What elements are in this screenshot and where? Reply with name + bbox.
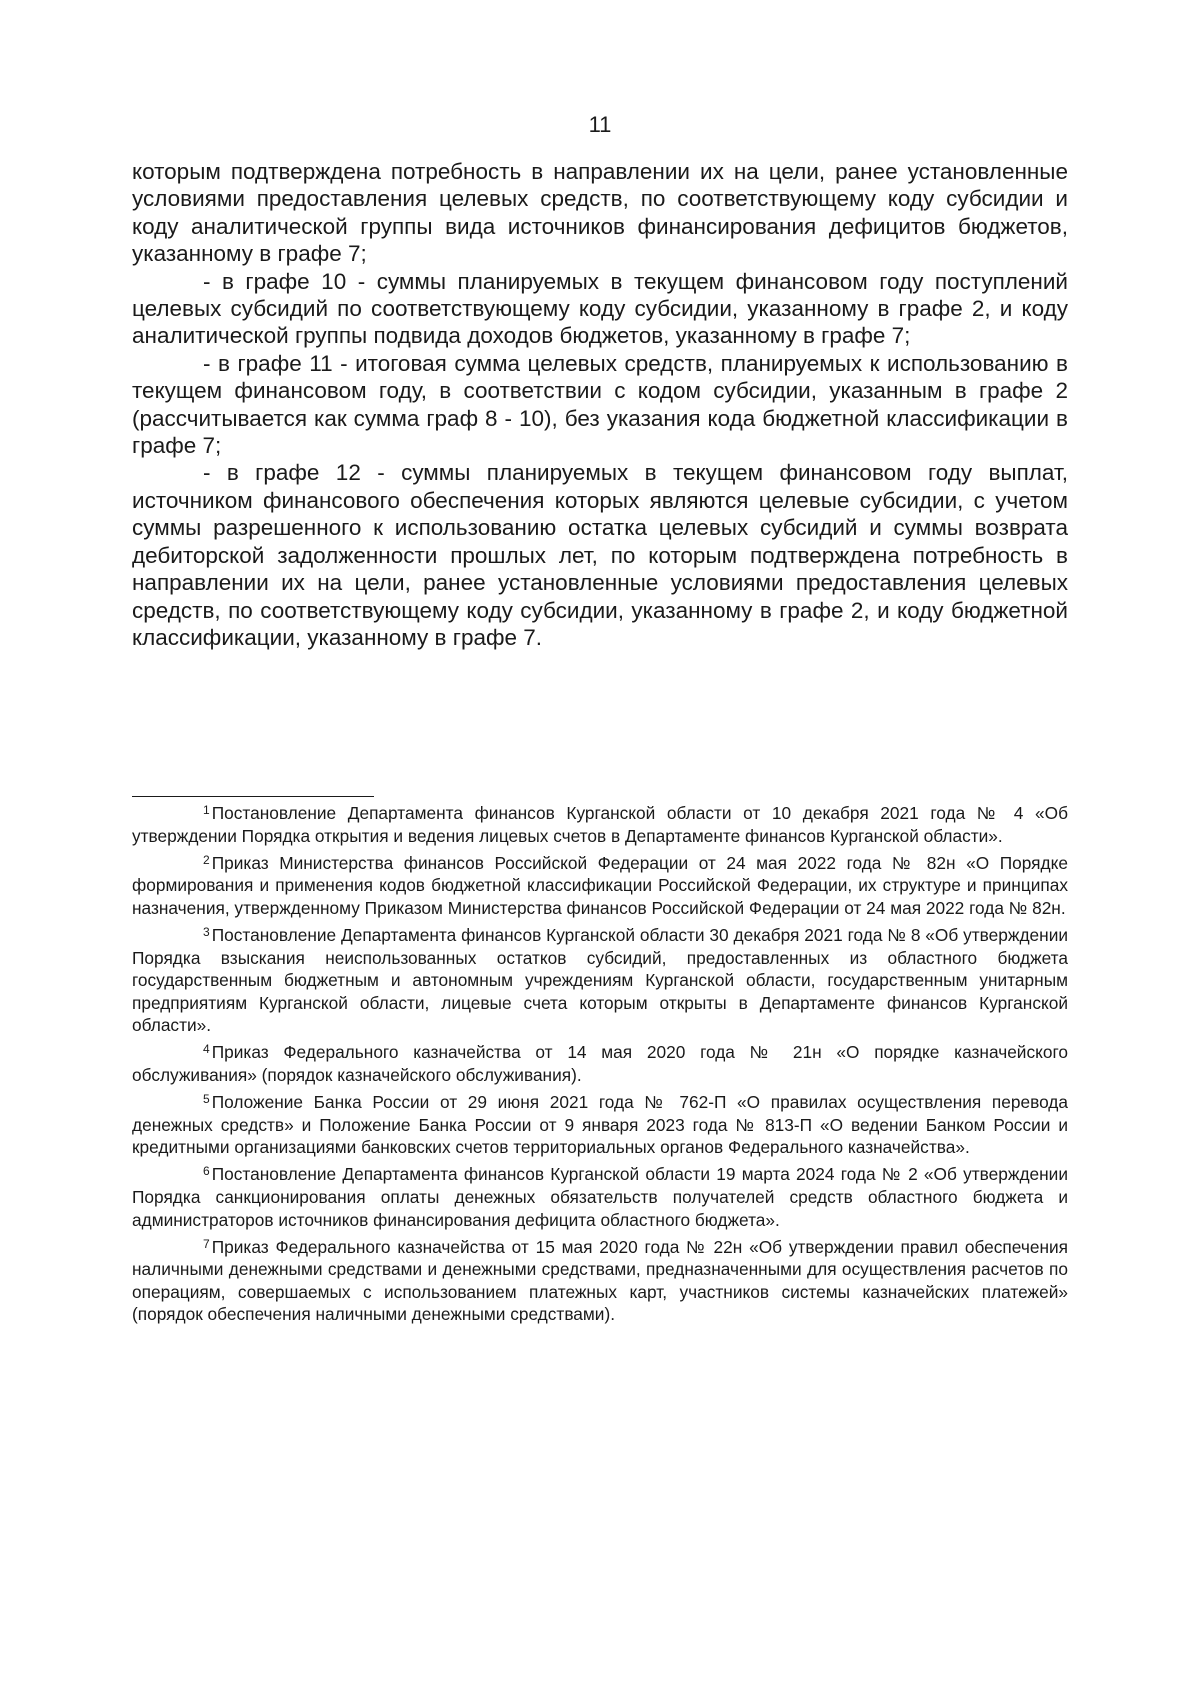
footnote-2 [132, 852, 1068, 920]
main-text [132, 158, 1068, 651]
footnote-mark: 1 [203, 803, 210, 817]
paragraph-column-10: - в графе 10 - суммы планируемых в текущем финансовом году поступлений целевых субсидий по соответствующему коду субсидии, указанному в графе 2, и коду аналитической группы подвида доходов бюджетов, указанному в графе 7; [132, 268, 1068, 349]
paragraph-column-12: - в графе 12 - суммы планируемых в текущем финансовом году выплат, источником финансового обеспечения которых являются целевые субсидии, с учетом суммы разрешенного к использованию остатка целевых субсидий и суммы возврата дебиторской задолженности прошлых лет, по которым подтверждена потребность в направлении их на цели, ранее установленные условиями предоставления целевых средств, по соответствующему коду субсидии, указанному в графе 2, и коду бюджетной классификации, указанному в графе 7. [132, 460, 1068, 650]
paragraph-continuation: которым подтверждена потребность в направлении их на цели, ранее установленные условиями предоставления целевых средств, по соответствующему коду субсидии и коду аналитической группы вида источников финансирования дефицитов бюджетов, указанному в графе 7; [132, 159, 1068, 267]
footnote-mark: 5 [203, 1092, 210, 1107]
footnote-text: Постановление Департамента финансов Курганской области 30 декабря 2021 года № 8 «Об утверждении Порядка взыскания неиспользованных остатков субсидий, предоставленных из областного бюджета государственным бюджетным и автономным учреждениям Курганской области, государственным унитарным предприятиям Курганской области, лицевые счета которым открыты в Департаменте финансов Курганской области». [132, 924, 1068, 1036]
footnote-text: Приказ Министерства финансов Российской Федерации от 24 мая 2022 года № 82н «О Порядке формирования и применения кодов бюджетной классификации Российской Федерации, их структуре и принципах назначения, утвержденному Приказом Министерства финансов Российской Федерации от 24 мая 2022 года № 82н. [132, 852, 1068, 918]
footnote-4 [132, 1041, 1068, 1086]
footnote-text: Приказ Федерального казначейства от 14 мая 2020 года № 21н «О порядке казначейского обслуживания» (порядок казначейского обслуживания). [132, 1042, 1068, 1086]
footnote-7 [132, 1236, 1068, 1326]
footnote-mark: 3 [203, 924, 210, 939]
footnote-text: Положение Банка России от 29 июня 2021 года № 762-П «О правилах осуществления перевода денежных средств» и Положение Банка России от 9 января 2023 года № 813-П «О ведении Банком России и кредитными организациями банковских счетов территориальных органов Федерального казначейства». [132, 1092, 1068, 1158]
footnote-text: Постановление Департамента финансов Курганской области 19 марта 2024 года № 2 «Об утверждении Порядка санкционирования оплаты денежных обязательств получателей средств областного бюджета и администраторов источников финансирования дефицита областного бюджета». [132, 1164, 1068, 1230]
page-number: 11 [588, 112, 612, 137]
footnote-text: Постановление Департамента финансов Курганской области от 10 декабря 2021 года № 4 «Об утверждении Порядка открытия и ведения лицевых счетов в Департаменте финансов Курганской области». [132, 803, 1068, 846]
footnotes [132, 802, 1068, 1331]
footnote-mark: 4 [203, 1042, 210, 1057]
footnote-text: Приказ Федерального казначейства от 15 мая 2020 года № 22н «Об утверждении правил обеспечения наличными денежными средствами и денежными средствами, предназначенными для осуществления расчетов по операциям, совершаемых с использованием платежных карт, участников системы казначейских платежей» (порядок обеспечения наличными денежными средствами). [132, 1236, 1068, 1325]
footnote-separator [132, 796, 374, 797]
paragraph-column-11: - в графе 11 - итоговая сумма целевых средств, планируемых к использованию в текущем финансовом году, в соответствии с кодом субсидии, указанным в графе 2 (рассчитывается как сумма граф 8 - 10), без указания кода бюджетной классификации в графе 7; [132, 350, 1068, 459]
footnote-mark: 7 [203, 1236, 210, 1251]
footnote-3 [132, 924, 1068, 1037]
footnote-6 [132, 1163, 1068, 1231]
footnote-mark: 6 [203, 1164, 210, 1179]
footnote-mark: 2 [203, 852, 210, 867]
footnote-1 [132, 802, 1068, 847]
footnote-5 [132, 1091, 1068, 1159]
